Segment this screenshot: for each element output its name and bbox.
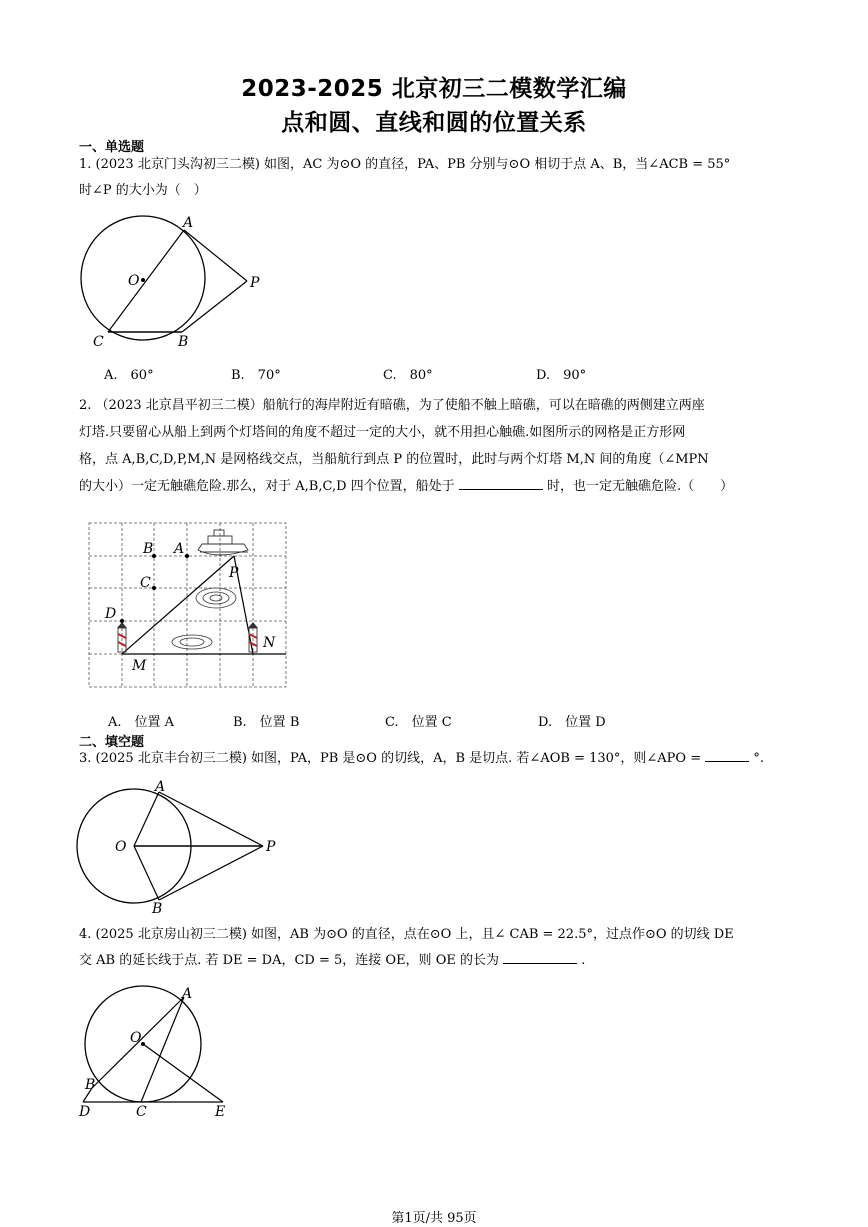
question-1-option-a[interactable]: A. 60° (104, 368, 154, 383)
q2-label-p: P (229, 565, 239, 581)
lighthouse-m-icon (117, 622, 127, 652)
question-2-line-4 (79, 473, 795, 500)
question-4-line-2-end: . (581, 953, 586, 968)
question-3-text-end: °. (753, 751, 765, 766)
q2-label-n: N (263, 635, 276, 651)
q2-label-c: C (140, 575, 151, 591)
reef-icon (172, 588, 236, 649)
q4-label-b: B (85, 1077, 96, 1093)
question-3-text: 3. (2025 北京丰台初三二模) 如图，PA，PB 是⊙O 的切线，A，B 是切点. 若∠AOB = 130°，则∠APO = (79, 751, 702, 766)
q3-label-a: A (155, 779, 166, 795)
q1-label-a: A (183, 215, 194, 231)
question-3-answer-blank[interactable] (705, 747, 749, 762)
question-1 (79, 152, 795, 204)
question-4-figure (75, 985, 245, 1120)
question-3 (79, 746, 795, 772)
q3-label-b: B (152, 901, 163, 917)
q4-label-e: E (215, 1104, 226, 1120)
question-4-line-2 (79, 948, 795, 974)
document-title: 2023-2025 北京初三二模数学汇编 (241, 76, 627, 102)
q3-label-p: P (266, 839, 276, 855)
question-3-figure (75, 778, 290, 918)
q1-label-o: O (128, 273, 140, 289)
question-2-option-d[interactable]: D. 位置 D (538, 715, 606, 730)
question-1-option-b[interactable]: B. 70° (231, 368, 281, 383)
q4-label-d: D (79, 1104, 91, 1120)
question-1-option-d[interactable]: D. 90° (536, 368, 587, 383)
question-4 (79, 922, 795, 974)
question-2-line-4-text: 的大小）一定无触礁危险.那么，对于 A,B,C,D 四个位置，船处于 (79, 479, 455, 494)
question-1-line-2: 时∠P 的大小为（ ） (79, 183, 207, 198)
document-subtitle: 点和圆、直线和圆的位置关系 (281, 110, 587, 136)
q2-label-m: M (132, 658, 147, 674)
q1-label-p: P (250, 275, 260, 291)
q3-label-o: O (115, 839, 127, 855)
q1-label-c: C (93, 334, 104, 350)
q4-label-o: O (130, 1030, 142, 1046)
question-2-line-4-end: 时，也一定无触礁危险.（ ） (546, 479, 734, 494)
question-2-line-1: 2. （2023 北京昌平初三二模）船航行的海岸附近有暗礁，为了使船不触上暗礁，可以在暗礁的两侧建立两座 (79, 398, 705, 413)
question-2 (79, 392, 795, 500)
question-2-figure (88, 522, 288, 690)
question-4-line-2-text: 交 AB 的延长线于点. 若 DE = DA，CD = 5，连接 OE，则 OE 的长为 (79, 953, 499, 968)
q2-label-a: A (174, 541, 185, 557)
question-2-option-a[interactable]: A. 位置 A (108, 715, 175, 730)
question-1-line-1: 1. (2023 北京门头沟初三二模) 如图，AC 为⊙O 的直径，PA、PB 分别与⊙O 相切于点 A、B，当∠ACB = 55° (79, 157, 731, 172)
q4-label-c: C (136, 1104, 147, 1120)
question-2-option-b[interactable]: B. 位置 B (233, 715, 300, 730)
page-number-footer: 第1页/共 95页 (391, 1211, 477, 1226)
question-2-option-c[interactable]: C. 位置 C (385, 715, 452, 730)
q2-label-b: B (143, 541, 154, 557)
ship-icon (198, 530, 248, 555)
q4-label-a: A (182, 986, 193, 1002)
question-1-option-c[interactable]: C. 80° (383, 368, 433, 383)
question-1-figure (75, 215, 275, 355)
q2-label-d: D (105, 606, 117, 622)
section-heading-fill-blank: 二、填空题 (79, 735, 145, 750)
section-heading-single-choice: 一、单选题 (79, 140, 145, 155)
q1-label-b: B (178, 334, 189, 350)
question-2-answer-blank[interactable] (459, 475, 543, 490)
question-4-line-1: 4. (2025 北京房山初三二模) 如图，AB 为⊙O 的直径，点在⊙O 上，且∠ CAB = 22.5°，过点作⊙O 的切线 DE (79, 927, 734, 942)
question-4-answer-blank[interactable] (503, 949, 577, 964)
question-2-line-2: 灯塔.只要留心从船上到两个灯塔间的角度不超过一定的大小，就不用担心触礁.如图所示的网格是正方形网 (79, 425, 686, 440)
question-2-line-3: 格，点 A,B,C,D,P,M,N 是网格线交点，当船航行到点 P 的位置时，此时与两个灯塔 M,N 间的角度（∠MPN (79, 452, 709, 467)
